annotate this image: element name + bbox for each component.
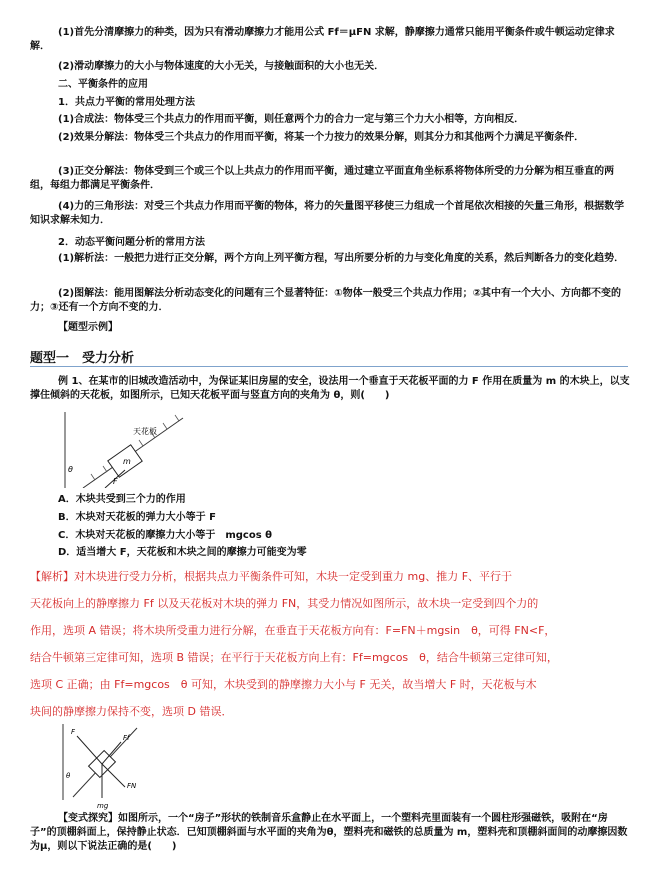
label-theta: θ: [66, 772, 71, 780]
ceiling-label: 天花板: [133, 427, 157, 436]
force-label: F: [113, 477, 118, 486]
option-b: B．木块对天花板的弹力大小等于 F: [58, 512, 216, 523]
force-diagram: [55, 722, 150, 810]
analysis-line-5: 选项 C 正确；由 Ff=mgcos θ 可知，木块受到的静摩擦力大小与 F 无关，故当增大 F 时，天花板与木: [30, 678, 537, 691]
dynamic-analytic: (1)解析法：一般把力进行正交分解，两个方向上列平衡方程，写出所要分析的力与变化角度的关系，然后判断各力的变化趋势．: [58, 253, 625, 264]
mass-label: m: [123, 457, 131, 466]
option-a: A．木块共受到三个力的作用: [58, 494, 186, 505]
analysis-line-4: 结合牛顿第三定律可知，选项 B 错误；在平行于天花板方向上有：Ff=mgcos θ，结合牛顿第三定律可知，: [30, 651, 558, 664]
label-f: F: [71, 728, 76, 736]
analysis-line-3: 作用，选项 A 错误；将木块所受重力进行分解，在垂直于天花板方向有：F=FN＋mgsin θ，可得 FN<F，: [30, 624, 556, 637]
label-ff: Ff: [123, 734, 130, 742]
method-composition: (1)合成法：物体受三个共点力的作用而平衡，则任意两个力的合力一定与第三个力大小相等，方向相反．: [58, 114, 525, 125]
title-divider: [30, 366, 628, 367]
label-mg: mg: [97, 802, 109, 810]
method-decomposition: (2)效果分解法：物体受三个共点力的作用而平衡，将某一个力按力的效果分解，则其分力和其他两个力满足平衡条件．: [58, 132, 585, 143]
method-triangle: (4)力的三角形法：对受三个共点力作用而平衡的物体，将力的矢量图平移使三力组成一个首尾依次相接的矢量三角形，根据数学知识求解未知力．: [30, 201, 625, 226]
dynamic-graphic: (2)图解法：能用图解法分析动态变化的问题有三个显著特征：①物体一般受三个共点力作用；②其中有一个大小、方向都不变的力；③还有一个方向不变的力．: [30, 288, 622, 313]
analysis-line-6: 块间的静摩擦力保持不变，选项 D 错误．: [30, 705, 233, 718]
analysis-line-1: 【解析】对木块进行受力分析，根据共点力平衡条件可知，木块一定受到重力 mg、推力 F、平行于: [30, 570, 513, 583]
example-tag: 【题型示例】: [58, 322, 118, 333]
option-d: D．适当增大 F，天花板和木块之间的摩擦力可能变为零: [58, 547, 307, 558]
option-c: C．木块对天花板的摩擦力大小等于 mgcos θ: [58, 530, 273, 541]
topic-title: 题型一 受力分析: [30, 351, 135, 366]
ceiling-figure: [55, 410, 205, 488]
variant-question: 【变式探究】如图所示，一个“房子”形状的铁制音乐盒静止在水平面上，一个塑料壳里面装有一个圆柱形强磁铁，吸附在“房子”的顶棚斜面上，保持静止状态．已知顶棚斜面与水平面的夹角为θ，塑料壳和磁铁的总质量为 m，塑料壳和顶棚斜面间的动摩擦因数为μ，则以下说法正确的是( ): [30, 813, 628, 852]
subheading-dynamic: 2．动态平衡问题分析的常用方法: [58, 237, 205, 248]
note-friction-kind: (1)首先分清摩擦力的种类，因为只有滑动摩擦力才能用公式 Ff＝μFN 求解，静摩擦力通常只能用平衡条件或牛顿运动定律求解．: [30, 27, 615, 52]
method-orthogonal: (3)正交分解法：物体受到三个或三个以上共点力的作用而平衡，通过建立平面直角坐标系将物体所受的力分解为相互垂直的两组，每组力都满足平衡条件．: [30, 166, 615, 191]
arrow-force-f: [77, 736, 102, 764]
example-stem: 例 1、在某市的旧城改造活动中，为保证某旧房屋的安全，设法用一个垂直于天花板平面的力 F 作用在质量为 m 的木块上，以支撑住倾斜的天花板，如图所示，已知天花板平面与竖直方向的夹角为 θ，则( ): [30, 376, 630, 401]
arrow-normal: [102, 764, 125, 787]
angle-label: θ: [68, 465, 73, 474]
analysis-line-2: 天花板向上的静摩擦力 Ff 以及天花板对木块的弹力 FN，其受力情况如图所示，故木块一定受到四个力的: [30, 597, 539, 610]
note-friction-size: (2)滑动摩擦力的大小与物体速度的大小无关，与接触面积的大小也无关．: [58, 61, 385, 72]
section-heading: 二、平衡条件的应用: [58, 79, 148, 90]
ceiling-hatching: [91, 415, 179, 480]
label-fn: FN: [127, 782, 137, 790]
subheading-methods: 1．共点力平衡的常用处理方法: [58, 97, 195, 108]
